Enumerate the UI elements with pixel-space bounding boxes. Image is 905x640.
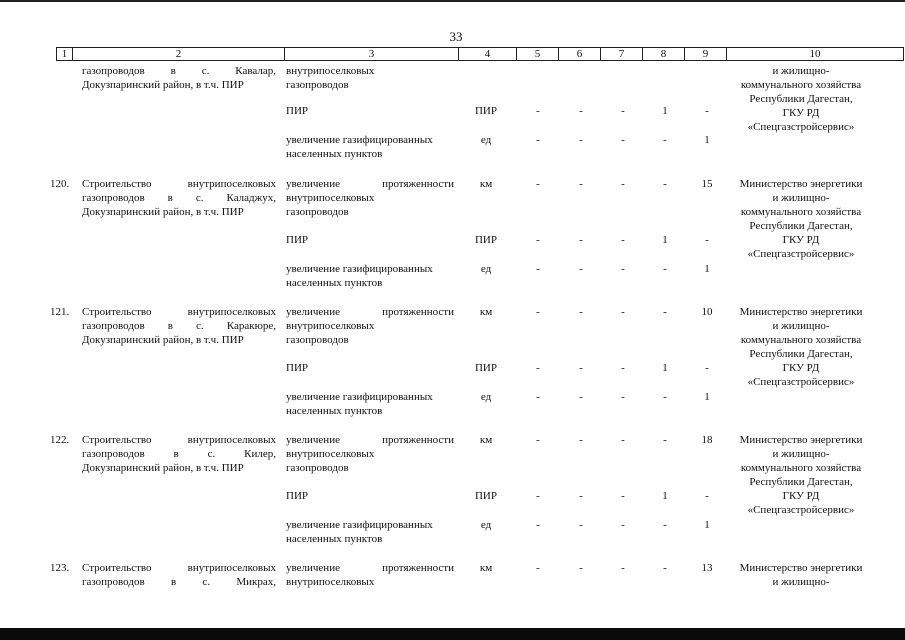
entry-number: 123. (50, 562, 70, 574)
value-cell: - (536, 234, 540, 246)
value-cell: - (579, 490, 583, 502)
value-cell: 1 (662, 490, 668, 502)
header-col-2: 2 (72, 47, 284, 61)
responsible-line: ГКУ РД (782, 362, 820, 374)
value-cell: - (579, 434, 583, 446)
value-cell: 1 (662, 105, 668, 117)
unit-cell: ед (480, 519, 492, 531)
value-cell: 13 (701, 562, 713, 574)
unit-cell: км (479, 562, 493, 574)
value-cell: - (621, 562, 625, 574)
entry-name-line: Строительство внутрипоселковых (82, 434, 276, 446)
value-cell: - (579, 362, 583, 374)
unit-cell: ПИР (474, 362, 497, 374)
responsible-cell (730, 64, 872, 134)
unit-cell: ед (480, 391, 492, 403)
value-cell: - (579, 519, 583, 531)
indicator-line: увеличение протяженности (286, 178, 454, 190)
entry-name-line: Докузпаринский район, в т.ч. ПИР (82, 334, 244, 346)
value-cell: - (621, 362, 625, 374)
responsible-line: «Спецгазстройсервис» (747, 121, 855, 133)
unit-cell: км (479, 434, 493, 446)
value-cell: - (621, 234, 625, 246)
entry-name-line: Строительство внутрипоселковых (82, 178, 276, 190)
value-cell: - (579, 306, 583, 318)
responsible-line: Министерство энергетики (739, 178, 863, 190)
value-cell: - (579, 105, 583, 117)
value-cell: - (536, 519, 540, 531)
value-cell: - (663, 306, 667, 318)
responsible-line: «Спецгазстройсервис» (747, 248, 855, 260)
value-cell: - (621, 105, 625, 117)
responsible-cell (730, 433, 872, 517)
responsible-line: Министерство энергетики (739, 434, 863, 446)
unit-cell: ПИР (474, 234, 497, 246)
entry-name (82, 177, 276, 219)
indicator-line: внутрипоселковых (286, 576, 375, 588)
value-cell: - (621, 519, 625, 531)
value-cell: - (536, 134, 540, 146)
value-cell: 1 (704, 263, 710, 275)
value-cell: - (579, 562, 583, 574)
value-cell: - (663, 434, 667, 446)
value-cell: - (536, 434, 540, 446)
indicator-cell: ПИР (286, 234, 309, 246)
entry-name-line: Докузпаринский район, в т.ч. ПИР (82, 206, 244, 218)
responsible-cell (730, 561, 872, 589)
value-cell: - (536, 306, 540, 318)
indicator-cell (286, 518, 454, 546)
value-cell: - (579, 263, 583, 275)
value-cell: - (536, 562, 540, 574)
value-cell: - (536, 391, 540, 403)
value-cell: 18 (701, 434, 713, 446)
indicator-line: внутрипоселковых (286, 65, 375, 77)
entry-name-line: Докузпаринский район, в т.ч. ПИР (82, 79, 244, 91)
entry-name-line: газопроводов в с. Кавалар, (82, 65, 276, 77)
value-cell: 15 (701, 178, 713, 190)
header-col-10: 10 (726, 47, 904, 61)
responsible-line: Республики Дагестан, (749, 348, 853, 360)
entry-name-line: Докузпаринский район, в т.ч. ПИР (82, 462, 244, 474)
responsible-line: «Спецгазстройсервис» (747, 376, 855, 388)
value-cell: - (663, 178, 667, 190)
value-cell: - (536, 105, 540, 117)
indicator-line: увеличение протяженности (286, 562, 454, 574)
indicator-cell (286, 561, 454, 589)
indicator-line: увеличение газифицированных (286, 263, 433, 275)
responsible-line: коммунального хозяйства (740, 462, 862, 474)
value-cell: - (663, 134, 667, 146)
responsible-line: Министерство энергетики (739, 562, 863, 574)
indicator-line: внутрипоселковых (286, 192, 375, 204)
value-cell: - (621, 134, 625, 146)
indicator-line: увеличение газифицированных (286, 519, 433, 531)
entry-name-line: Строительство внутрипоселковых (82, 306, 276, 318)
entry-number: 122. (50, 434, 70, 446)
responsible-line: коммунального хозяйства (740, 206, 862, 218)
value-cell: - (705, 234, 709, 246)
indicator-line: населенных пунктов (286, 533, 383, 545)
responsible-line: и жилищно- (772, 448, 830, 460)
value-cell: - (579, 134, 583, 146)
unit-cell: ПИР (474, 490, 497, 502)
indicator-line: населенных пунктов (286, 405, 383, 417)
responsible-line: Республики Дагестан, (749, 93, 853, 105)
header-col-5: 5 (516, 47, 558, 61)
entry-name-line: газопроводов в с. Каладжух, (82, 192, 276, 204)
indicator-line: населенных пунктов (286, 277, 383, 289)
value-cell: 10 (701, 306, 713, 318)
value-cell: - (621, 490, 625, 502)
header-col-6: 6 (558, 47, 600, 61)
value-cell: - (621, 263, 625, 275)
value-cell: 1 (704, 519, 710, 531)
responsible-line: Министерство энергетики (739, 306, 863, 318)
entry-name (82, 561, 276, 589)
responsible-line: «Спецгазстройсервис» (747, 504, 855, 516)
value-cell: - (579, 234, 583, 246)
value-cell: - (705, 105, 709, 117)
unit-cell: ед (480, 263, 492, 275)
indicator-cell (286, 305, 454, 347)
responsible-line: ГКУ РД (782, 107, 820, 119)
scan-bottom-border (0, 628, 905, 640)
header-col-1: 1 (56, 47, 72, 61)
unit-cell: ед (480, 134, 492, 146)
value-cell: - (536, 362, 540, 374)
value-cell: - (621, 306, 625, 318)
value-cell: - (621, 178, 625, 190)
value-cell: - (536, 178, 540, 190)
indicator-cell (286, 133, 454, 161)
entry-name (82, 305, 276, 347)
indicator-cell (286, 64, 454, 92)
entry-number: 121. (50, 306, 70, 318)
indicator-cell (286, 177, 454, 219)
value-cell: - (579, 178, 583, 190)
value-cell: - (621, 434, 625, 446)
unit-cell: ПИР (474, 105, 497, 117)
responsible-line: Республики Дагестан, (749, 476, 853, 488)
indicator-line: увеличение протяженности (286, 434, 454, 446)
entry-name-line: газопроводов в с. Каракюре, (82, 320, 276, 332)
value-cell: - (621, 391, 625, 403)
value-cell: - (536, 263, 540, 275)
header-col-9: 9 (684, 47, 726, 61)
value-cell: - (705, 490, 709, 502)
indicator-cell: ПИР (286, 490, 309, 502)
indicator-line: увеличение газифицированных (286, 134, 433, 146)
header-col-4: 4 (458, 47, 516, 61)
entry-number: 120. (50, 178, 70, 190)
entry-name (82, 64, 276, 92)
value-cell: - (663, 519, 667, 531)
responsible-line: ГКУ РД (782, 234, 820, 246)
responsible-line: и жилищно- (772, 192, 830, 204)
indicator-line: газопроводов (286, 462, 349, 474)
indicator-line: увеличение протяженности (286, 306, 454, 318)
responsible-line: и жилищно- (772, 65, 830, 77)
indicator-line: внутрипоселковых (286, 320, 375, 332)
indicator-line: увеличение газифицированных (286, 391, 433, 403)
top-border (0, 0, 905, 2)
indicator-line: газопроводов (286, 334, 349, 346)
value-cell: - (579, 391, 583, 403)
value-cell: 1 (704, 134, 710, 146)
unit-cell: км (479, 306, 493, 318)
responsible-cell (730, 177, 872, 261)
header-col-7: 7 (600, 47, 642, 61)
responsible-cell (730, 305, 872, 389)
indicator-cell (286, 262, 454, 290)
value-cell: - (663, 263, 667, 275)
indicator-cell (286, 390, 454, 418)
value-cell: 1 (662, 234, 668, 246)
indicator-line: газопроводов (286, 206, 349, 218)
value-cell: - (536, 490, 540, 502)
value-cell: 1 (704, 391, 710, 403)
value-cell: - (663, 391, 667, 403)
header-col-3: 3 (284, 47, 458, 61)
indicator-cell: ПИР (286, 105, 309, 117)
entry-name (82, 433, 276, 475)
responsible-line: и жилищно- (772, 320, 830, 332)
responsible-line: ГКУ РД (782, 490, 820, 502)
responsible-line: коммунального хозяйства (740, 79, 862, 91)
value-cell: 1 (662, 362, 668, 374)
header-col-8: 8 (642, 47, 684, 61)
responsible-line: Республики Дагестан, (749, 220, 853, 232)
indicator-line: газопроводов (286, 79, 349, 91)
page-number: 33 (449, 29, 463, 44)
entry-name-line: Строительство внутрипоселковых (82, 562, 276, 574)
value-cell: - (705, 362, 709, 374)
value-cell: - (663, 562, 667, 574)
responsible-line: и жилищно- (772, 576, 830, 588)
indicator-line: населенных пунктов (286, 148, 383, 160)
entry-name-line: газопроводов в с. Килер, (82, 448, 276, 460)
indicator-cell: ПИР (286, 362, 309, 374)
indicator-line: внутрипоселковых (286, 448, 375, 460)
responsible-line: коммунального хозяйства (740, 334, 862, 346)
indicator-cell (286, 433, 454, 475)
entry-name-line: газопроводов в с. Микрах, (82, 576, 276, 588)
unit-cell: км (479, 178, 493, 190)
